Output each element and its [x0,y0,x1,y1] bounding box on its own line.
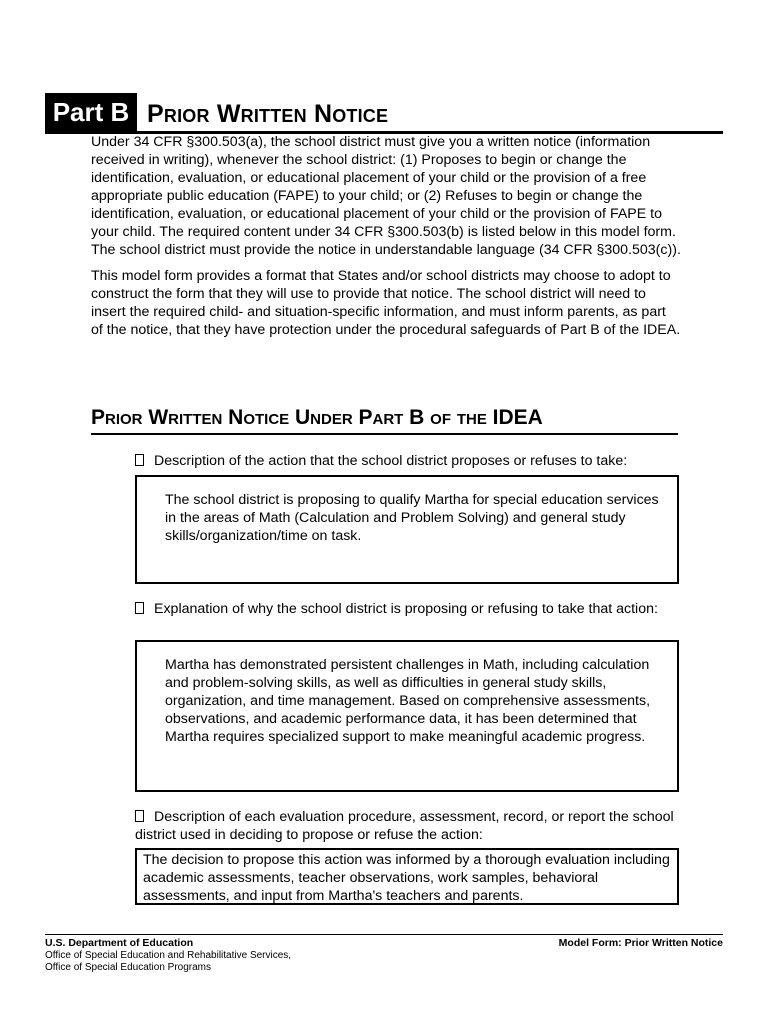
item-1-label: Description of the action that the school district proposes or refuses to take: [154,453,628,469]
intro-paragraph-1: Under 34 CFR §300.503(a), the school district must give you a written notice (information received in writing), whenever the school district: (1) Proposes to begin or change the identification, evaluation, or educational placement of your child or the provision of a free appropriate public education (FAPE) to your child; or (2) Refuses to begin or change the identification, evaluation, or educational placement of your child or the provision of FAPE to your child. The required content under 34 CFR §300.503(b) is listed below in this model form. The school district must provide the notice in understandable language (34 CFR §300.503(c)). [91,134,681,258]
footer-office-2: Office of Special Education Programs [45,962,212,973]
page-footer [45,934,723,973]
footer-department: U.S. Department of Education [45,937,194,949]
item-1-answer: The school district is proposing to qualify Martha for special education services in the areas of Math (Calculation and Problem Solving) and general study skills/organization/time on task. [165,492,659,544]
section-heading: Prior Written Notice Under Part B of the IDEA [91,403,678,435]
item-2-answer-box[interactable] [135,640,679,792]
item-1-answer-box[interactable] [135,475,679,584]
page-title: Prior Written Notice [147,100,389,128]
item-3-label-row [135,808,680,844]
item-2-label-row [135,600,680,618]
checkbox-icon[interactable] [135,810,144,822]
intro-paragraph-2: This model form provides a format that States and/or school districts may choose to adopt to construct the form that they will use to provide that notice. The school district will need to insert the required child- and situation-specific information, and must inform parents, as part of the notice, that they have protection under the procedural safeguards of Part B of the IDEA. [91,268,681,338]
checkbox-icon[interactable] [135,454,144,466]
part-header [45,93,723,134]
item-2-answer: Martha has demonstrated persistent challenges in Math, including calculation and problem-solving skills, as well as difficulties in general study skills, organization, and time management. Based on comprehensive assessments, observations, and academic performance data, it has been determined that Martha requires specialized support to make meaningful academic progress. [165,657,651,745]
intro-section [91,133,681,347]
item-1-label-row [135,452,680,470]
footer-office-1: Office of Special Education and Rehabilitative Services, [45,949,292,961]
item-2-label: Explanation of why the school district is proposing or refusing to take that action: [154,601,658,617]
footer-form-name: Model Form: Prior Written Notice [558,937,723,949]
checkbox-icon[interactable] [135,602,144,614]
item-3-label: Description of each evaluation procedure, assessment, record, or report the school district used in deciding to propose or refuse the action: [135,809,674,843]
item-3-answer: The decision to propose this action was informed by a thorough evaluation including academic assessments, teacher observations, work samples, behavioral assessments, and input from Martha's teachers and parents. [143,852,670,904]
item-3-answer-box[interactable] [135,848,679,905]
footer-left [45,937,445,975]
part-label: Part B [45,93,137,131]
